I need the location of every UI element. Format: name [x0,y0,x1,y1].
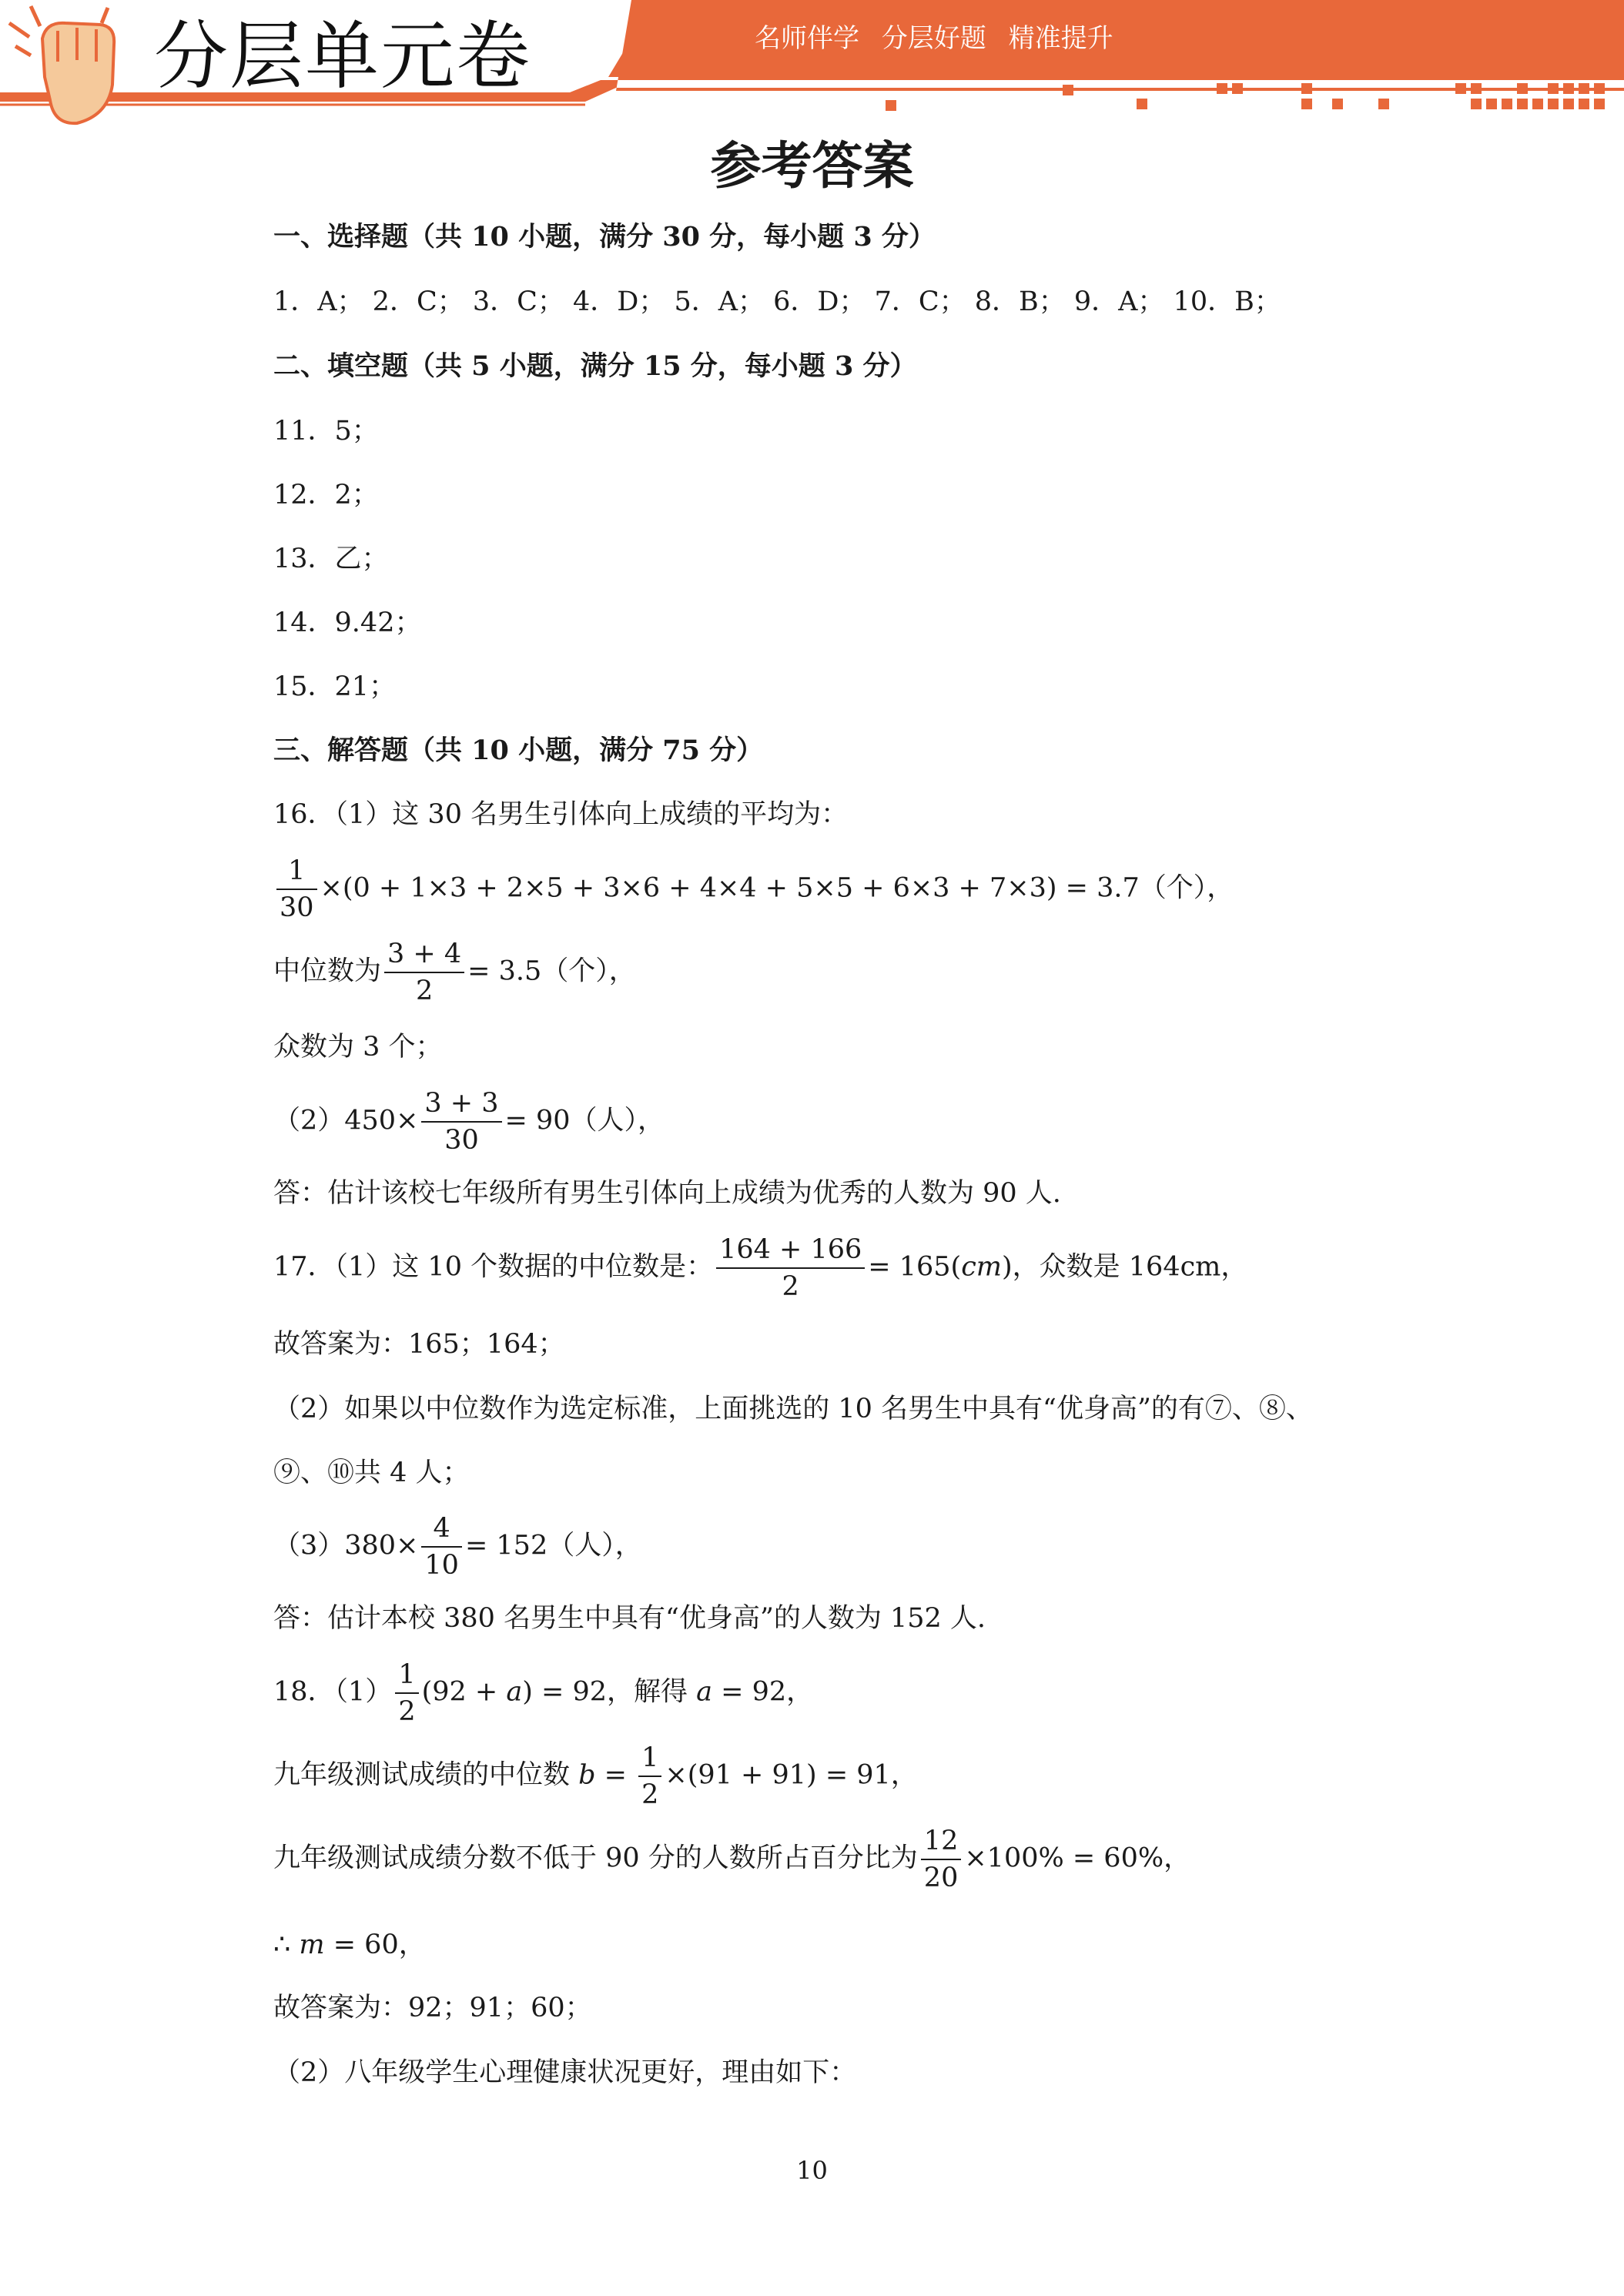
section-3-heading: 三、解答题（共 10 小题，满分 75 分） [273,735,764,766]
q17-line-2: 故答案为：165；164； [273,1329,565,1360]
q16-line-6: 答：估计该校七年级所有男生引体向上成绩为优秀的人数为 90 人. [273,1178,1061,1209]
fraction: $\frac{12}{20}$ [921,1823,962,1896]
q16-line-3: 中位数为 $\frac{3 + 4}{2}$ = 3.5（个）， [273,936,636,1009]
section-2-heading: 二、填空题（共 5 小题，满分 15 分，每小题 3 分） [273,350,917,382]
q16-line-5: （2）450× $\frac{3 + 3}{30}$ = 90（人）， [273,1086,665,1158]
answer-12: 12．2； [273,480,379,510]
q17-line-5: （3）380× $\frac{4}{10}$ = 152（人）， [273,1511,642,1583]
page-title: 参考答案 [710,136,914,196]
fraction: $\frac{1}{2}$ [395,1657,418,1729]
section-1-answers: 1．A； 2．C； 3．C； 4．D； 5．A； 6．D； 7．C； 8．B； 9．A； 10．B； [273,286,1281,317]
page-number: 10 [796,2156,828,2185]
q17-line-6: 答：估计本校 380 名男生中具有“优身高”的人数为 152 人. [273,1603,986,1634]
fraction: $\frac{4}{10}$ [421,1511,462,1583]
answer-14: 14．9.42； [273,607,422,638]
fraction: $\frac{1}{2}$ [638,1740,661,1812]
answer-15: 15．21； [273,671,397,702]
q17-line-3: （2）如果以中位数作为选定标准，上面挑选的 10 名男生中具有“优身高”的有⑦、⑧、 [273,1394,1313,1424]
q18-line-6: （2）八年级学生心理健康状况更好，理由如下： [273,2057,857,2088]
logo-text: 分层单元卷 [154,13,531,99]
fraction: $\frac{1}{30}$ [276,853,317,925]
q16-line-1: 16．（1）这 30 名男生引体向上成绩的平均为： [273,799,849,830]
fraction: $\frac{164 + 166}{2}$ [716,1232,865,1304]
q18-line-2: 九年级测试成绩的中位数 b = $\frac{1}{2}$ ×(91 + 91) = 91， [273,1740,918,1812]
q17-line-4: ⑨、⑩共 4 人； [273,1458,470,1488]
q18-line-4: ∴ m = 60， [273,1930,426,1960]
q18-line-1: 18．（1） $\frac{1}{2}$ (92 + a) = 92，解得 a = 92， [273,1657,813,1729]
q18-line-3: 九年级测试成绩分数不低于 90 分的人数所占百分比为 $\frac{12}{20}$ ×100% = 60%， [273,1823,1190,1896]
answer-13: 13．乙； [273,544,389,574]
q18-line-5: 故答案为：92；91；60； [273,1993,592,2023]
page-header [0,0,1624,131]
q16-line-4: 众数为 3 个； [273,1032,443,1063]
decorative-squares [886,83,1605,111]
q17-line-1: 17．（1）这 10 个数据的中位数是： $\frac{164 + 166}{2}$ = 165(cm)，众数是 164cm， [273,1232,1247,1304]
fraction: $\frac{3 + 3}{30}$ [421,1086,501,1158]
fraction: $\frac{3 + 4}{2}$ [384,936,464,1009]
answer-11: 11．5； [273,416,379,447]
header-slogan: 名师伴学 分层好题 精准提升 [755,23,1113,54]
q16-line-2: $\frac{1}{30}$ ×(0 + 1×3 + 2×5 + 3×6 + 4×4 + 5×5 + 6×3 + 7×3) = 3.7（个）， [273,853,1234,925]
section-1-heading: 一、选择题（共 10 小题，满分 30 分，每小题 3 分） [273,221,936,253]
